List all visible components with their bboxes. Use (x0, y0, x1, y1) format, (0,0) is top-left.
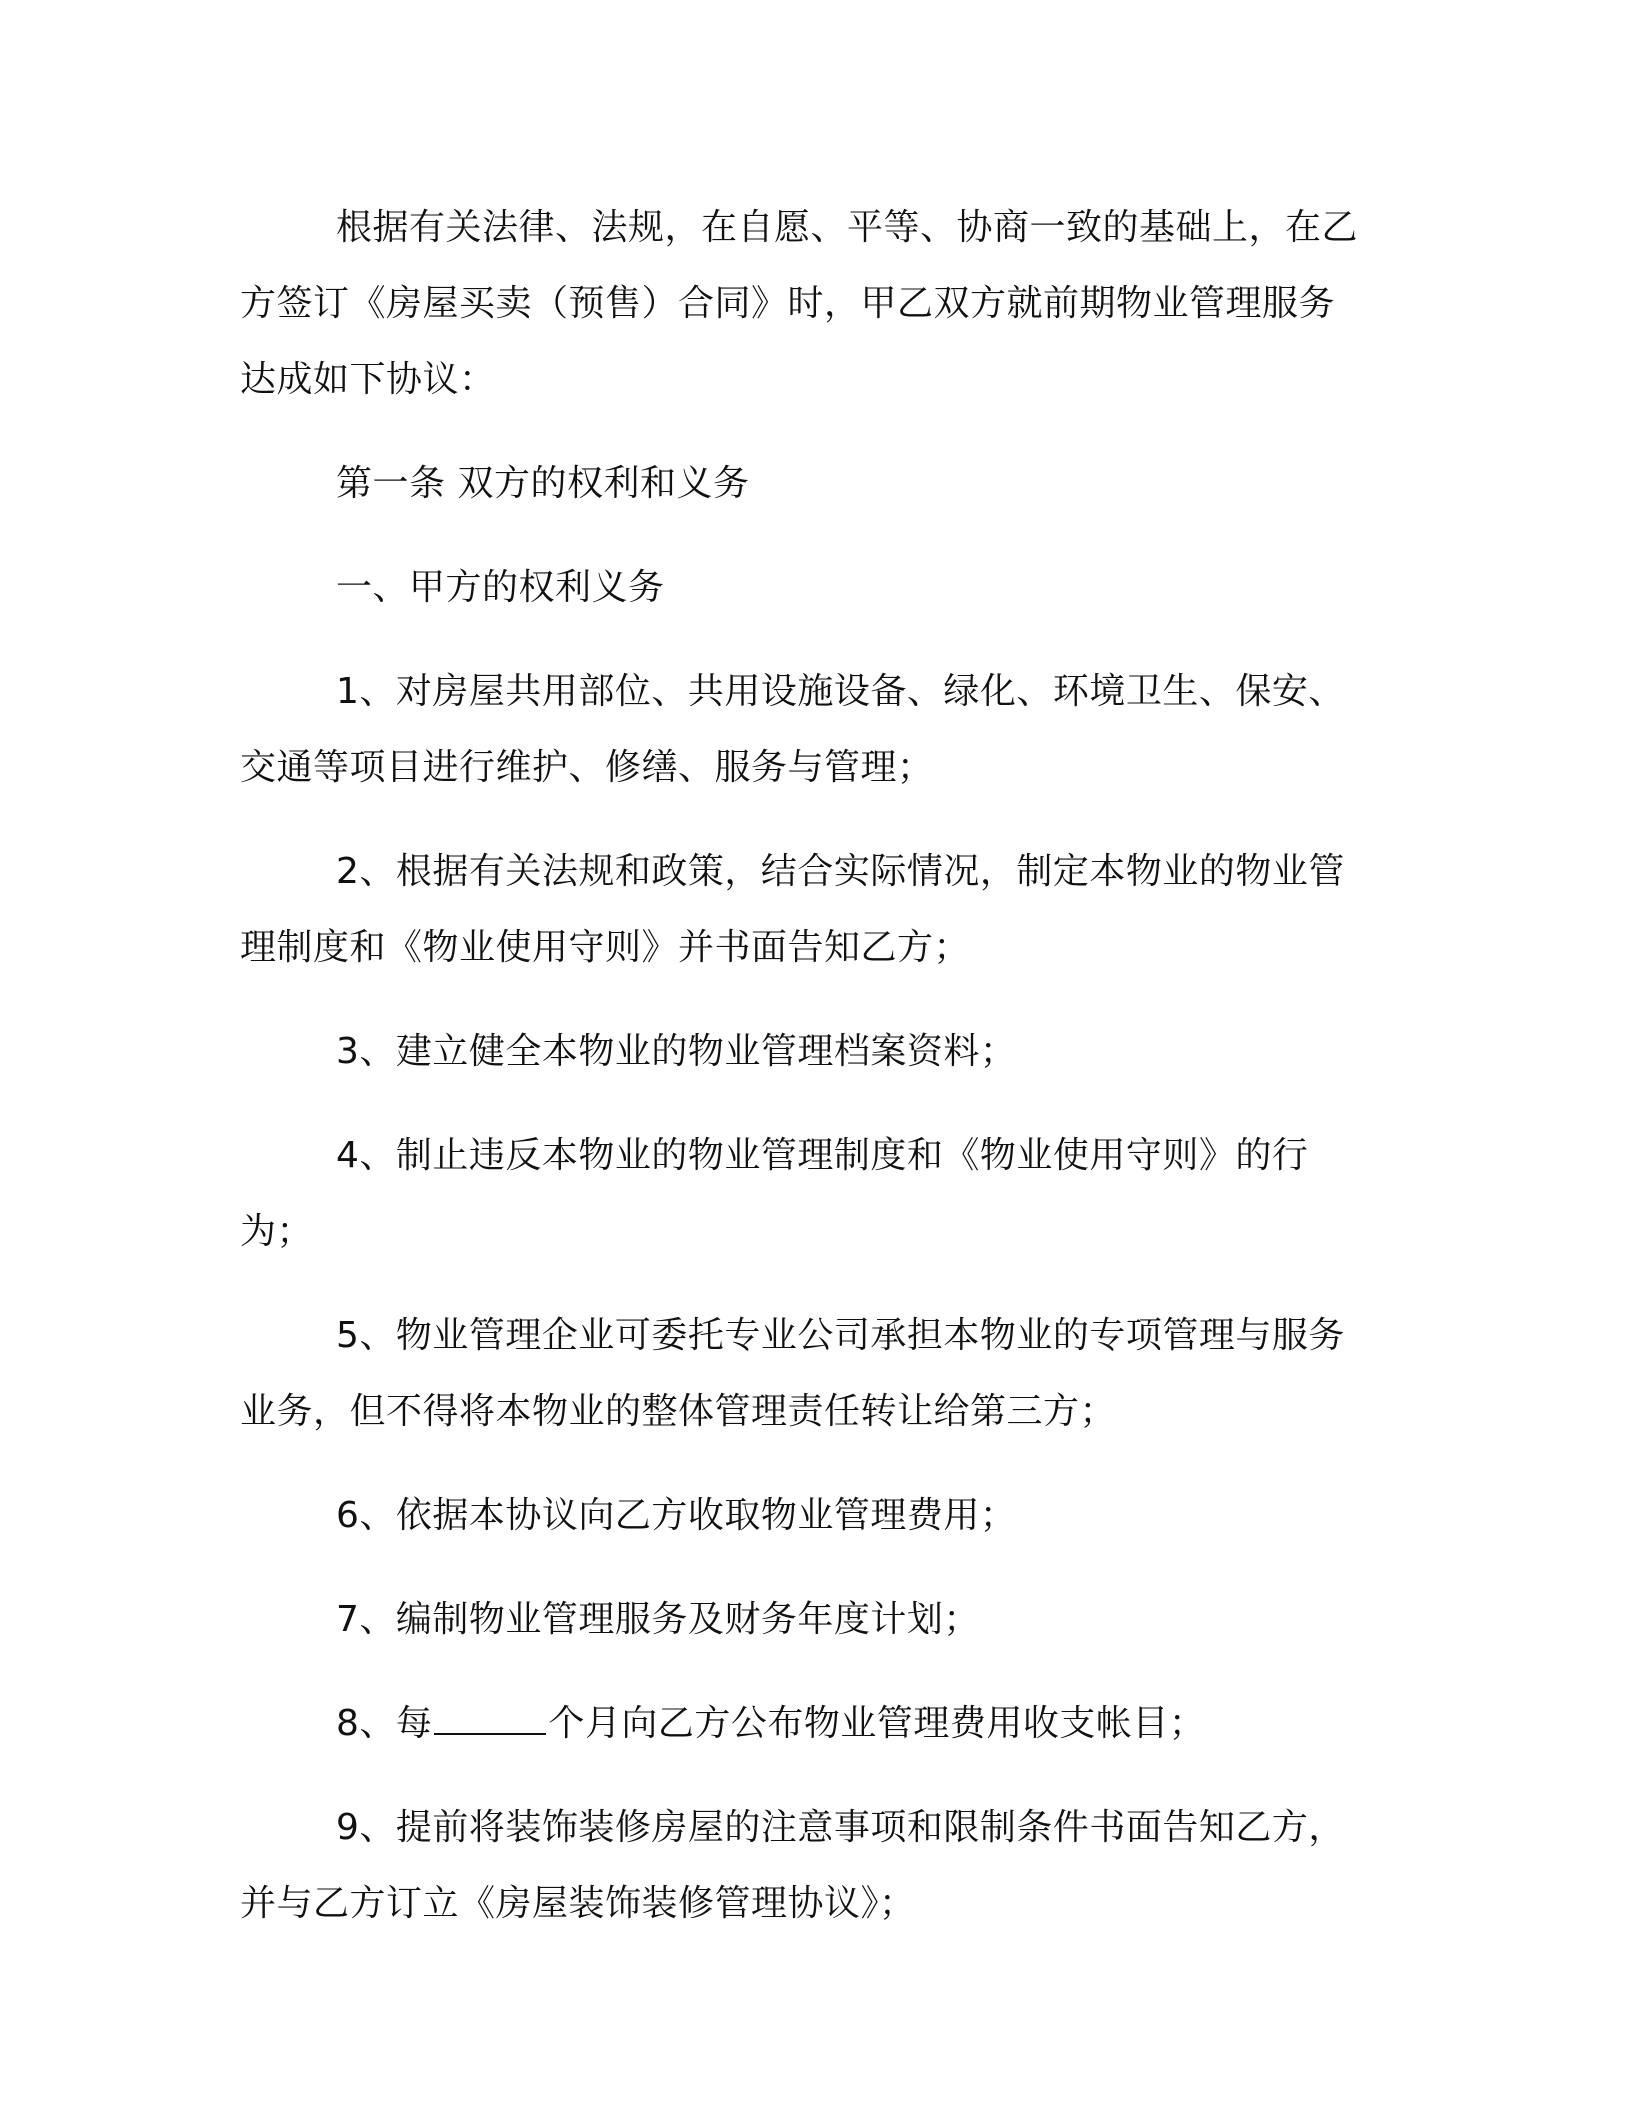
clause-2: 2、根据有关法规和政策，结合实际情况，制定本物业的物业管理制度和《物业使用守则》并书面告知乙方； (240, 851, 1345, 968)
clause-8 (240, 1686, 1368, 1762)
clause-5: 5、物业管理企业可委托专业公司承担本物业的专项管理与服务业务，但不得将本物业的整体管理责任转让给第三方； (240, 1315, 1345, 1432)
clause-3: 3、建立健全本物业的物业管理档案资料； (336, 1031, 1017, 1072)
intro-paragraph: 根据有关法律、法规，在自愿、平等、协商一致的基础上，在乙方签订《房屋买卖（预售）合同》时，甲乙双方就前期物业管理服务达成如下协议： (240, 207, 1359, 400)
fill-in-blank (434, 1699, 546, 1735)
document-body (240, 190, 1368, 1970)
clause-8-suffix: 个月向乙方公布物业管理费用收支帐目； (548, 1703, 1206, 1744)
clause-4: 4、制止违反本物业的物业管理制度和《物业使用守则》的行为； (240, 1135, 1309, 1252)
clause-1: 1、对房屋共用部位、共用设施设备、绿化、环境卫生、保安、交通等项目进行维护、修缮、服务与管理； (240, 671, 1345, 788)
clause-8-prefix: 8、每 (336, 1703, 433, 1744)
clause-7: 7、编制物业管理服务及财务年度计划； (336, 1599, 980, 1640)
article-one-heading: 第一条 双方的权利和义务 (336, 463, 750, 504)
clause-6: 6、依据本协议向乙方收取物业管理费用； (336, 1495, 1017, 1536)
section-heading-party-a: 一、甲方的权利义务 (336, 567, 665, 608)
clause-9: 9、提前将装饰装修房屋的注意事项和限制条件书面告知乙方，并与乙方订立《房屋装饰装修管理协议》； (240, 1807, 1345, 1924)
